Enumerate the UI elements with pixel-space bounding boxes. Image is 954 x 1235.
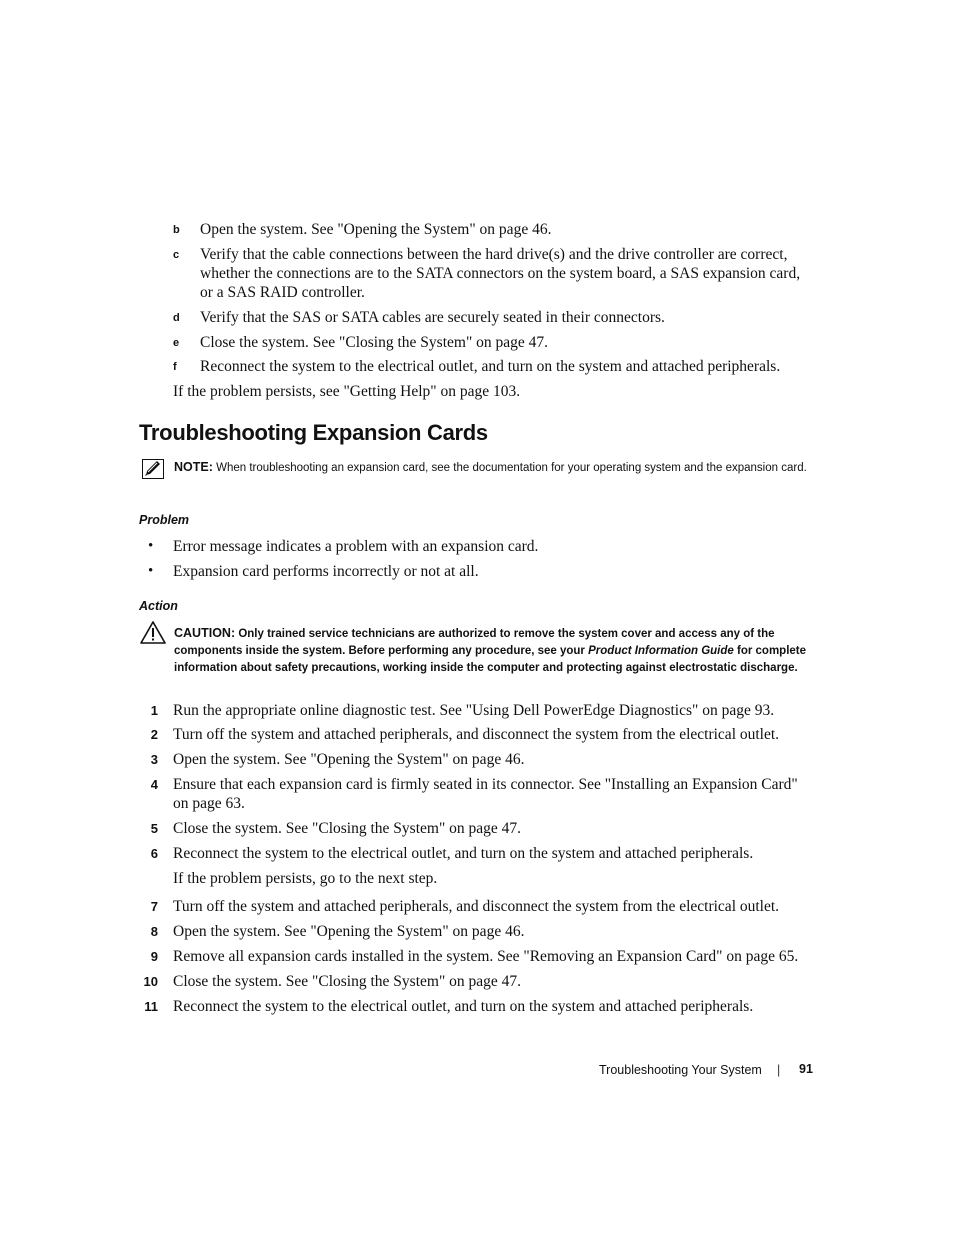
problem-item: Expansion card performs incorrectly or not at all. bbox=[173, 563, 479, 580]
step-text: Ensure that each expansion card is firmly seated in its connector. See "Installing an Expansion Card" on page 63. bbox=[173, 776, 798, 812]
problem-item: Error message indicates a problem with an expansion card. bbox=[173, 538, 539, 555]
step-number: 10 bbox=[143, 974, 158, 989]
note-text bbox=[174, 459, 814, 477]
page-number: 91 bbox=[799, 1062, 813, 1076]
warning-triangle-icon bbox=[140, 621, 166, 649]
step-text: Open the system. See "Opening the System" on page 46. bbox=[173, 923, 525, 940]
substep-text: Open the system. See "Opening the System" on page 46. bbox=[200, 221, 552, 238]
bullet: • bbox=[148, 538, 154, 554]
step-number: 2 bbox=[150, 727, 158, 742]
step-number: 9 bbox=[150, 949, 158, 964]
step-number: 6 bbox=[150, 846, 158, 861]
action-heading: Action bbox=[139, 599, 178, 613]
step-text: Reconnect the system to the electrical outlet, and turn on the system and attached peripherals. bbox=[173, 845, 754, 862]
substep-text: Reconnect the system to the electrical outlet, and turn on the system and attached peripherals. bbox=[200, 358, 781, 375]
step-number: 4 bbox=[150, 777, 158, 792]
step-number: 1 bbox=[150, 703, 158, 718]
substep-letter: e bbox=[173, 337, 180, 349]
problem-heading: Problem bbox=[139, 513, 190, 527]
section-title: Troubleshooting Expansion Cards bbox=[139, 420, 488, 445]
step-number: 5 bbox=[150, 821, 158, 836]
step-text: Run the appropriate online diagnostic test. See "Using Dell PowerEdge Diagnostics" on page 93. bbox=[173, 702, 775, 719]
step-text: Reconnect the system to the electrical outlet, and turn on the system and attached peripherals. bbox=[173, 998, 754, 1015]
persist-text: If the problem persists, see "Getting Help" on page 103. bbox=[173, 383, 521, 400]
step-number: 11 bbox=[144, 999, 158, 1014]
pencil-note-icon bbox=[142, 459, 164, 484]
step-number: 7 bbox=[150, 899, 158, 914]
substep-letter: b bbox=[173, 224, 180, 236]
step-text: Turn off the system and attached peripherals, and disconnect the system from the electrical outlet. bbox=[173, 898, 780, 915]
caution-body: Only trained service technicians are authorized to remove the system cover and access any of the components inside the system. Before performing any procedure, see your bbox=[174, 628, 775, 657]
substep-text: Close the system. See "Closing the System" on page 47. bbox=[200, 334, 549, 351]
step-number: 3 bbox=[150, 752, 158, 767]
guide-name: Product Information Guide bbox=[588, 645, 734, 657]
note-body: When troubleshooting an expansion card, see the documentation for your operating system and the expansion card. bbox=[216, 462, 807, 474]
substep-letter: c bbox=[173, 249, 180, 261]
substep-letter: f bbox=[173, 361, 177, 373]
caution-text bbox=[174, 625, 819, 677]
step-number: 8 bbox=[150, 924, 158, 939]
substep-text: Verify that the cable connections between the hard drive(s) and the drive controller are correct, whether the connections are to the SATA connectors on the system board, a SAS expansion card, or a SAS RAID controller. bbox=[200, 246, 801, 301]
substep-text: Verify that the SAS or SATA cables are securely seated in their connectors. bbox=[200, 309, 665, 326]
bullet: • bbox=[148, 563, 154, 579]
step-text: Remove all expansion cards installed in the system. See "Removing an Expansion Card" on page 65. bbox=[173, 948, 799, 965]
step-text: Open the system. See "Opening the System" on page 46. bbox=[173, 751, 525, 768]
step-text: Close the system. See "Closing the System" on page 47. bbox=[173, 973, 522, 990]
step-text: Turn off the system and attached peripherals, and disconnect the system from the electrical outlet. bbox=[173, 726, 780, 743]
caution-label: CAUTION: bbox=[174, 626, 236, 640]
caution-body-end: for complete information about safety precautions, working inside the computer and protecting against electrostatic discharge. bbox=[174, 645, 807, 674]
footer-chapter: Troubleshooting Your System bbox=[599, 1063, 762, 1077]
substep-letter: d bbox=[173, 312, 180, 324]
step-text: Close the system. See "Closing the System" on page 47. bbox=[173, 820, 522, 837]
note-label: NOTE: bbox=[174, 460, 213, 474]
footer-separator: | bbox=[777, 1063, 781, 1077]
step6-followup: If the problem persists, go to the next step. bbox=[173, 870, 438, 887]
